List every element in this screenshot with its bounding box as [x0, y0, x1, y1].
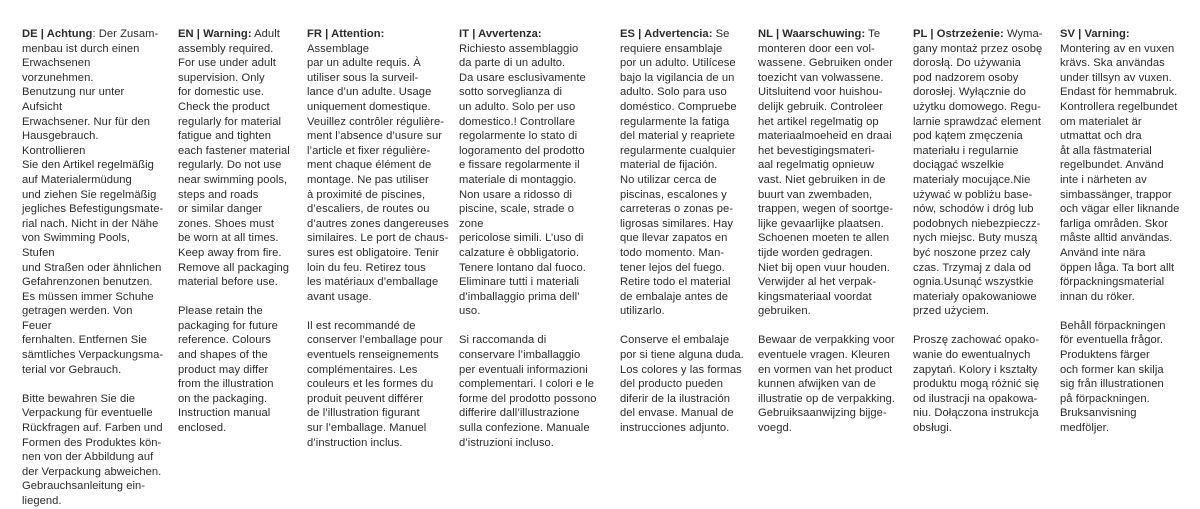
warning-text: Te monteren door een vol- wassene. Gebruiken onder toezicht van volwassene. Uitsluitend voor huishou- delijk gebruik. Controleer het artikel regelmatig op materiaalmoeheid en draai het bevestigingsmateri- aal regelmatig opnieuw vast. Niet gebruiken in de buurt van zwembaden, trappen, wegen of soortge- lijke gevaarlijke plaatsen. Schoenen moeten te allen tijde worden gedragen. Niet bij open vuur houden. Verwijder al het verpak- kingsmateriaal voordat gebruiken. — [758, 28, 894, 318]
column-es — [620, 27, 762, 436]
packaging-note: Behåll förpackningen för eventuella frågor. Produktens färger och former kan skilja sig från illustrationen på förpackningen. Bruksanvisning medföljer. — [1060, 319, 1166, 435]
warning-paragraph — [913, 27, 1055, 319]
warning-text: Adult assembly required. For use under adult supervision. Only for domestic use. Check the product regularly for material fatigue and tighten each fastener material regularly. Do not use near swimming pools, steps and roads or similar danger zones. Shoes must be worn at all times. Keep away from fire. Remove all packaging material before use. — [178, 28, 290, 289]
warning-paragraph — [620, 27, 762, 319]
language-heading: DE | Achtung — [22, 28, 93, 40]
warning-paragraph — [459, 27, 601, 319]
packaging-note: Proszę zachować opako- wanie do ewentualnych zapytań. Kolory i kształty produktu mogą różnić się od ilustracji na opakowa- niu. Dołączona instrukcja obsługi. — [913, 334, 1040, 435]
packaging-note: Si raccomanda di conservare l’imballaggio per eventuali informazioni complementari. I colori e le forme del prodotto possono differire dall’illustrazione sulla confezione. Manuale d’istruzioni incluso. — [459, 334, 597, 449]
warning-paragraph — [758, 27, 900, 319]
warning-text: Wyma- gany montaż przez osobę dorosłą. Do używania pod nadzorem osoby dorosłej. Wyłącznie do użytku domowego. Regu- larnie sprawdzać element pod kątem zmęczenia materiału i regularnie dociągać wszelkie materiały mocujące.Nie używać w pobliżu base- nów, schodów i dróg lub podobnych niebezpieczz- nych miejsc. Buty muszą być noszone przez cały czas. Trzymaj z dala od ognia.Usunąć wszystkie materiały opakowaniowe przed użyciem. — [913, 28, 1043, 318]
column-en — [178, 27, 320, 436]
warning-paragraph — [307, 27, 449, 304]
warning-paragraph — [178, 27, 320, 290]
language-heading: ES | Advertencia: — [620, 28, 713, 40]
language-heading: FR | Attention: — [307, 28, 385, 40]
warning-paragraph — [22, 27, 164, 377]
packaging-note: Please retain the packaging for future reference. Colours and shapes of the product may differ from the illustration on the packaging. Instruction manual enclosed. — [178, 305, 278, 435]
packaging-note: Bewaar de verpakking voor eventuele vragen. Kleuren en vormen van het product kunnen afwijken van de illustratie op de verpakking. Gebruiksaanwijzing bijge- voegd. — [758, 334, 896, 435]
packaging-note: Il est recommandé de conserver l’emballage pour eventuels renseignements complémentaires. Les couleurs et les formes du produit peuvent différer de l’illustration figurant sur l’emballage. Manuel d’instruction inclus. — [307, 319, 443, 449]
language-heading: SV | Varning: — [1060, 28, 1130, 40]
column-de — [22, 27, 164, 509]
column-pl — [913, 27, 1055, 436]
warning-text: Montering av en vuxen krävs. Ska användas under tillsyn av vuxen. Endast för hemmabruk. Kontrollera regelbundet om materialet är utmattat och dra åt alla fästmaterial regelbundet. Använd inte i närheten av simbassänger, trappor och vägar eller liknande farliga områden. Skor måste alltid användas. Använd inte nära öppen låga. Ta bort allt förpackningsmaterial innan du röker. — [1060, 42, 1180, 303]
column-it — [459, 27, 601, 450]
warning-text: Richiesto assemblaggio da parte di un adulto. Da usare esclusivamente sotto sorveglianza di un adulto. Solo per uso domestico.! Controllare regolarmente lo stato di logoramento del prodotto e fissare regolarmente il materiale di montaggio. Non usare a ridosso di piscine, scale, strade o zone pericolose simili. L’uso di calzature è obbligatorio. Tenere lontano dal fuoco. Eliminare tutti i materiali d’imballaggio prima dell’ uso. — [459, 42, 586, 318]
packaging-note: Conserve el embalaje por si tiene alguna duda. Los colores y las formas del producto pueden diferir de la ilustración del envase. Manual de instrucciones adjunto. — [620, 334, 744, 435]
warning-text: Se requiere ensamblaje por un adulto. Utilícese bajo la vigilancia de un adulto. Solo para uso doméstico. Compruebe regularmente la fatiga del material y reapriete regularmente cualquier material de fijación. No utilizar cerca de piscinas, escalones y carreteras o zonas pe- ligrosas similares. Hay que llevar zapatos en todo momento. Man- tener lejos del fuego. Retire todo el material de embalaje antes de utilizarlo. — [620, 28, 737, 318]
language-heading: IT | Avvertenza: — [459, 28, 542, 40]
packaging-note: Bitte bewahren Sie die Verpackung für eventuelle Rückfragen auf. Farben und Formen des Produktes kön- nen von der Abbildung auf der Verpackung abweichen. Gebrauchsanleitung ein- liegend. — [22, 392, 163, 507]
column-sv — [1060, 27, 1200, 436]
language-heading: PL | Ostrzeżenie: — [913, 28, 1004, 40]
language-heading: EN | Warning: — [178, 28, 252, 40]
language-heading: NL | Waarschuwing: — [758, 28, 866, 40]
warning-text: : Der Zusam- menbau ist durch einen Erwachsenen vorzunehmen. Benutzung nur unter Aufsicht Erwachsener. Nur für den Hausgebrauch. Kontrollieren Sie den Artikel regelmäßig auf Materialermüdung und ziehen Sie regelmäßig jegliches Befestigungsmate- rial nach. Nicht in der Nähe von Swimming Pools, Stufen und Straßen oder ähnlichen Gefahrenzonen benutzen. Es müssen immer Schuhe getragen werden. Von Feuer fernhalten. Entfernen Sie sämtliches Verpackungsma- terial vor Gebrauch. — [22, 28, 164, 376]
column-fr — [307, 27, 449, 450]
warning-paragraph — [1060, 27, 1200, 304]
warning-text: Assemblage par un adulte requis. À utiliser sous la surveil- lance d’un adulte. Usage uniquement domestique. Veuillez contrôler régulière- ment l’absence d’usure sur l’article et fixer régulière- ment chaque élément de montage. Ne pas utiliser à proximité de piscines, d’escaliers, de routes ou d’autres zones dangereuses similaires. Le port de chaus- sures est obligatoire. Tenir loin du feu. Retirez tous les matériaux d’emballage avant usage. — [307, 42, 449, 303]
column-nl — [758, 27, 900, 436]
